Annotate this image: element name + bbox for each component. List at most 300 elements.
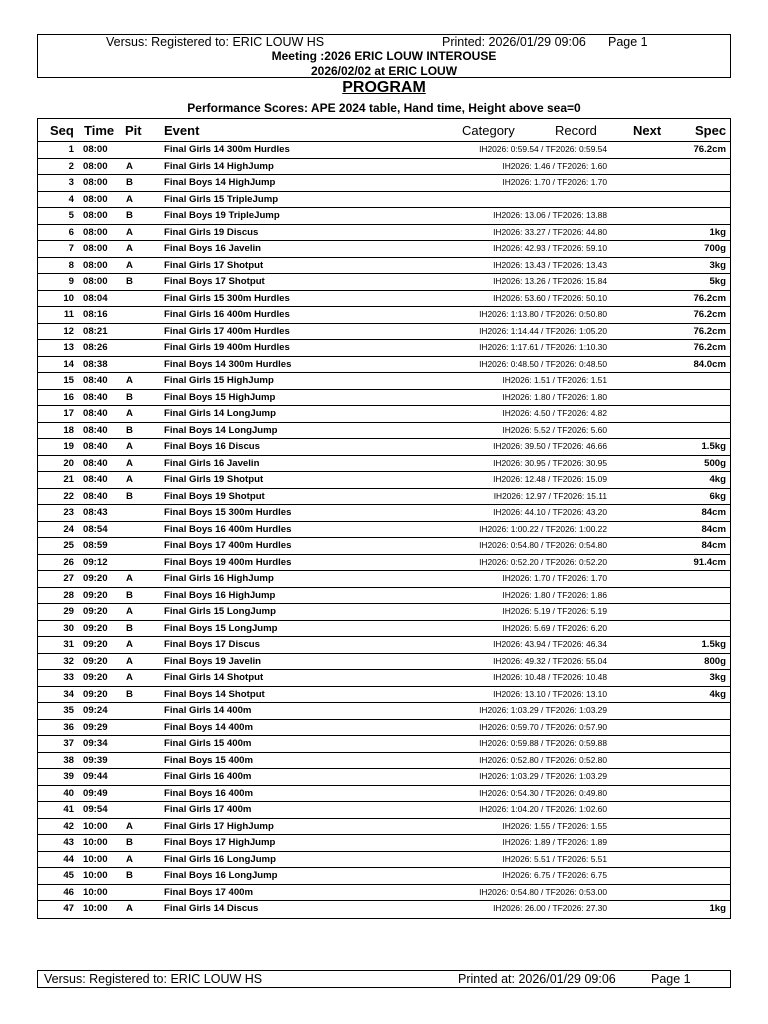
cell-event: Final Boys 14 400m	[164, 721, 254, 733]
table-row	[38, 521, 730, 538]
cell-record: IH2026: 1:00.22 / TF2026: 1:00.22	[479, 523, 607, 534]
cell-event: Final Girls 16 LongJump	[164, 853, 276, 865]
table-row	[38, 455, 730, 472]
cell-spec: 1.5kg	[701, 639, 726, 650]
cell-event: Final Girls 14 300m Hurdles	[164, 144, 290, 155]
cell-seq: 20	[63, 457, 74, 469]
table-row	[38, 818, 730, 835]
cell-record: IH2026: 1:03.29 / TF2026: 1:03.29	[479, 771, 607, 781]
cell-time: 08:40	[83, 391, 108, 403]
cell-seq: 33	[63, 672, 74, 683]
cell-record: IH2026: 1.80 / TF2026: 1.86	[502, 589, 607, 600]
cell-record: IH2026: 6.75 / TF2026: 6.75	[502, 870, 607, 880]
cell-seq: 11	[63, 309, 74, 320]
cell-pit: B	[126, 837, 133, 848]
cell-seq: 14	[63, 358, 74, 370]
cell-time: 08:00	[83, 210, 108, 221]
page-title-text: PROGRAM	[342, 79, 426, 96]
table-row	[38, 290, 730, 307]
cell-event: Final Girls 16 400m	[164, 771, 252, 782]
cell-record: IH2026: 1:03.29 / TF2026: 1:03.29	[479, 705, 607, 715]
cell-pit: A	[126, 160, 133, 172]
cell-record: IH2026: 1:14.44 / TF2026: 1:05.20	[479, 325, 607, 336]
cell-time: 08:40	[83, 424, 108, 436]
cell-time: 08:40	[83, 474, 108, 485]
table-row	[38, 768, 730, 785]
cell-event: Final Girls 17 Shotput	[164, 259, 264, 271]
cell-event: Final Girls 15 300m Hurdles	[164, 292, 290, 304]
cell-pit: B	[126, 589, 133, 601]
cell-pit: A	[126, 639, 133, 650]
header-printed: Printed: 2026/01/29 09:06	[442, 35, 586, 49]
table-row	[38, 537, 730, 554]
cell-time: 10:00	[83, 837, 108, 848]
table-row	[38, 174, 730, 191]
table-row	[38, 240, 730, 257]
cell-seq: 26	[63, 556, 74, 568]
cell-event: Final Boys 17 Discus	[164, 639, 260, 650]
cell-record: IH2026: 0:59.54 / TF2026: 0:59.54	[479, 144, 607, 154]
cell-pit: A	[126, 606, 133, 617]
cell-time: 08:38	[83, 358, 108, 370]
cell-seq: 8	[68, 259, 74, 271]
cell-event: Final Girls 19 400m Hurdles	[164, 342, 290, 353]
cell-pit: B	[126, 276, 133, 287]
table-row	[38, 636, 730, 653]
cell-seq: 2	[68, 160, 74, 172]
cell-event: Final Girls 17 400m	[164, 804, 252, 815]
cell-record: IH2026: 5.51 / TF2026: 5.51	[502, 853, 607, 864]
cell-event: Final Boys 16 LongJump	[164, 870, 278, 881]
col-next: Next	[633, 123, 662, 138]
cell-seq: 4	[68, 193, 74, 205]
cell-seq: 7	[68, 243, 74, 254]
cell-time: 10:00	[83, 903, 108, 914]
cell-seq: 17	[63, 408, 74, 419]
cell-time: 08:40	[83, 457, 108, 469]
cell-spec: 3kg	[709, 672, 726, 683]
cell-seq: 36	[63, 721, 74, 733]
table-row	[38, 801, 730, 818]
cell-event: Final Girls 15 HighJump	[164, 375, 274, 386]
cell-seq: 12	[63, 325, 74, 337]
cell-time: 08:00	[83, 193, 108, 205]
cell-seq: 28	[63, 589, 74, 601]
cell-event: Final Boys 15 LongJump	[164, 622, 278, 634]
cell-record: IH2026: 43.94 / TF2026: 46.34	[493, 639, 607, 649]
cell-record: IH2026: 1.51 / TF2026: 1.51	[502, 375, 607, 385]
cell-pit: B	[126, 424, 133, 436]
cell-record: IH2026: 1.46 / TF2026: 1.60	[502, 160, 607, 171]
cell-event: Final Boys 15 HighJump	[164, 391, 276, 403]
cell-record: IH2026: 5.19 / TF2026: 5.19	[502, 606, 607, 616]
cell-event: Final Boys 16 Discus	[164, 441, 260, 452]
table-row	[38, 356, 730, 373]
cell-record: IH2026: 44.10 / TF2026: 43.20	[493, 507, 607, 517]
cell-event: Final Boys 15 400m	[164, 754, 254, 766]
table-row	[38, 306, 730, 323]
cell-event: Final Girls 15 400m	[164, 738, 252, 749]
cell-record: IH2026: 1.70 / TF2026: 1.70	[502, 177, 607, 187]
table-row	[38, 653, 730, 670]
cell-record: IH2026: 0:54.80 / TF2026: 0:54.80	[479, 540, 607, 550]
col-spec: Spec	[695, 123, 727, 138]
cell-time: 08:21	[83, 325, 108, 337]
cell-seq: 29	[63, 606, 74, 617]
cell-time: 09:39	[83, 754, 108, 766]
cell-time: 09:20	[83, 688, 108, 700]
cell-event: Final Boys 17 400m Hurdles	[164, 540, 292, 551]
table-row	[38, 141, 730, 158]
cell-event: Final Girls 17 400m Hurdles	[164, 325, 290, 337]
col-time: Time	[84, 123, 115, 138]
table-row	[38, 504, 730, 521]
table-row	[38, 587, 730, 604]
cell-spec: 1.5kg	[701, 441, 726, 452]
cell-seq: 47	[63, 903, 74, 914]
cell-time: 09:29	[83, 721, 108, 733]
cell-seq: 38	[63, 754, 74, 766]
table-row	[38, 554, 730, 571]
cell-event: Final Girls 15 TripleJump	[164, 193, 279, 205]
cell-spec: 76.2cm	[693, 144, 726, 155]
cell-event: Final Girls 16 400m Hurdles	[164, 309, 290, 320]
cell-spec: 6kg	[709, 490, 726, 502]
cell-pit: B	[126, 870, 133, 881]
cell-record: IH2026: 1.70 / TF2026: 1.70	[502, 573, 607, 583]
cell-seq: 46	[63, 886, 74, 898]
cell-time: 08:43	[83, 507, 108, 518]
cell-spec: 84cm	[701, 540, 726, 551]
cell-event: Final Boys 17 Shotput	[164, 276, 265, 287]
cell-pit: A	[126, 655, 133, 667]
cell-pit: A	[126, 573, 133, 584]
cell-record: IH2026: 0:59.88 / TF2026: 0:59.88	[479, 738, 607, 748]
cell-event: Final Boys 16 Javelin	[164, 243, 262, 254]
cell-pit: A	[126, 408, 133, 419]
cell-record: IH2026: 1:17.61 / TF2026: 1:10.30	[479, 342, 607, 352]
cell-spec: 1kg	[709, 226, 726, 238]
table-row	[38, 158, 730, 175]
cell-pit: A	[126, 193, 133, 205]
cell-spec: 5kg	[709, 276, 726, 287]
cell-event: Final Boys 17 HighJump	[164, 837, 276, 848]
cell-spec: 84cm	[701, 523, 726, 535]
cell-record: IH2026: 49.32 / TF2026: 55.04	[493, 655, 607, 666]
cell-seq: 3	[68, 177, 74, 188]
cell-record: IH2026: 33.27 / TF2026: 44.80	[493, 226, 607, 237]
cell-seq: 41	[63, 804, 74, 815]
cell-pit: A	[126, 375, 133, 386]
cell-record: IH2026: 5.69 / TF2026: 6.20	[502, 622, 607, 633]
col-event: Event	[164, 123, 200, 138]
cell-seq: 16	[63, 391, 74, 403]
cell-time: 09:54	[83, 804, 108, 815]
cell-pit: A	[126, 441, 133, 452]
cell-seq: 42	[63, 820, 74, 832]
cell-seq: 10	[63, 292, 74, 304]
cell-time: 08:04	[83, 292, 108, 304]
table-row	[38, 752, 730, 769]
cell-record: IH2026: 1.80 / TF2026: 1.80	[502, 391, 607, 402]
cell-time: 08:00	[83, 144, 108, 155]
cell-seq: 25	[63, 540, 74, 551]
cell-event: Final Boys 16 HighJump	[164, 589, 276, 601]
table-row	[38, 686, 730, 703]
cell-spec: 4kg	[709, 688, 726, 700]
table-row	[38, 851, 730, 868]
cell-seq: 22	[63, 490, 74, 502]
cell-record: IH2026: 1.89 / TF2026: 1.89	[502, 837, 607, 847]
page-footer	[37, 970, 731, 988]
header-info-line	[38, 35, 730, 49]
cell-seq: 30	[63, 622, 74, 634]
cell-time: 09:24	[83, 705, 108, 716]
cell-spec: 700g	[704, 243, 726, 254]
cell-time: 09:44	[83, 771, 108, 782]
cell-seq: 45	[63, 870, 74, 881]
cell-spec: 84cm	[701, 507, 726, 518]
cell-record: IH2026: 13.10 / TF2026: 13.10	[493, 688, 607, 699]
cell-record: IH2026: 12.97 / TF2026: 15.11	[493, 490, 607, 501]
cell-seq: 37	[63, 738, 74, 749]
cell-event: Final Boys 15 300m Hurdles	[164, 507, 292, 518]
cell-pit: A	[126, 259, 133, 271]
cell-event: Final Girls 19 Discus	[164, 226, 259, 238]
cell-time: 08:40	[83, 408, 108, 419]
table-body	[38, 141, 730, 917]
cell-record: IH2026: 12.48 / TF2026: 15.09	[493, 474, 607, 484]
meeting-name: Meeting :2026 ERIC LOUW INTEROUSE	[271, 49, 497, 63]
table-row	[38, 389, 730, 406]
table-row	[38, 702, 730, 719]
cell-event: Final Girls 14 LongJump	[164, 408, 276, 419]
cell-record: IH2026: 0:52.80 / TF2026: 0:52.80	[479, 754, 607, 765]
footer-registered: Versus: Registered to: ERIC LOUW HS	[44, 972, 263, 986]
cell-event: Final Girls 19 Shotput	[164, 474, 264, 485]
footer-printed: Printed at: 2026/01/29 09:06	[458, 972, 616, 986]
cell-event: Final Boys 16 400m Hurdles	[164, 523, 292, 535]
cell-pit: B	[126, 490, 133, 502]
table-row	[38, 372, 730, 389]
page-title	[0, 79, 768, 97]
cell-record: IH2026: 42.93 / TF2026: 59.10	[493, 243, 607, 253]
cell-event: Final Girls 16 Javelin	[164, 457, 260, 469]
cell-event: Final Girls 14 HighJump	[164, 160, 274, 172]
cell-seq: 44	[63, 853, 74, 865]
cell-time: 09:20	[83, 606, 108, 617]
cell-seq: 15	[63, 375, 74, 386]
cell-time: 08:00	[83, 177, 108, 188]
cell-time: 08:59	[83, 540, 108, 551]
table-row	[38, 867, 730, 884]
cell-event: Final Boys 14 LongJump	[164, 424, 278, 436]
table-row	[38, 785, 730, 802]
col-category: Category	[462, 123, 515, 138]
cell-record: IH2026: 5.52 / TF2026: 5.60	[502, 424, 607, 435]
cell-pit: B	[126, 391, 133, 403]
cell-time: 08:00	[83, 226, 108, 238]
cell-spec: 500g	[704, 457, 726, 469]
cell-event: Final Girls 15 LongJump	[164, 606, 276, 617]
cell-record: IH2026: 1.55 / TF2026: 1.55	[502, 820, 607, 831]
cell-record: IH2026: 39.50 / TF2026: 46.66	[493, 441, 607, 451]
table-row	[38, 438, 730, 455]
cell-record: IH2026: 0:54.80 / TF2026: 0:53.00	[479, 886, 607, 897]
cell-time: 08:40	[83, 375, 108, 386]
cell-event: Final Boys 17 400m	[164, 886, 254, 898]
cell-record: IH2026: 13.06 / TF2026: 13.88	[493, 210, 607, 220]
cell-record: IH2026: 0:52.20 / TF2026: 0:52.20	[479, 556, 607, 567]
cell-record: IH2026: 10.48 / TF2026: 10.48	[493, 672, 607, 682]
cell-time: 10:00	[83, 820, 108, 832]
cell-seq: 24	[63, 523, 74, 535]
page-header	[37, 34, 731, 78]
header-registered: Versus: Registered to: ERIC LOUW HS	[106, 35, 325, 49]
table-row	[38, 669, 730, 686]
cell-seq: 27	[63, 573, 74, 584]
cell-seq: 40	[63, 787, 74, 799]
cell-time: 09:34	[83, 738, 108, 749]
program-table	[37, 118, 731, 919]
cell-seq: 9	[68, 276, 74, 287]
cell-spec: 4kg	[709, 474, 726, 485]
cell-time: 08:00	[83, 259, 108, 271]
table-row	[38, 471, 730, 488]
cell-seq: 31	[63, 639, 74, 650]
footer-page: Page 1	[651, 972, 691, 986]
table-row	[38, 224, 730, 241]
table-row	[38, 719, 730, 736]
cell-time: 09:20	[83, 589, 108, 601]
cell-seq: 34	[63, 688, 74, 700]
cell-time: 09:20	[83, 573, 108, 584]
table-row	[38, 323, 730, 340]
cell-pit: B	[126, 177, 133, 188]
cell-pit: B	[126, 210, 133, 221]
cell-spec: 3kg	[709, 259, 726, 271]
cell-seq: 43	[63, 837, 74, 848]
cell-spec: 76.2cm	[693, 309, 726, 320]
table-row	[38, 339, 730, 356]
cell-time: 09:20	[83, 622, 108, 634]
table-row	[38, 207, 730, 224]
table-row	[38, 620, 730, 637]
table-row	[38, 603, 730, 620]
cell-time: 10:00	[83, 853, 108, 865]
cell-spec: 76.2cm	[693, 292, 726, 304]
col-seq: Seq	[50, 123, 74, 138]
cell-seq: 5	[68, 210, 74, 221]
cell-spec: 76.2cm	[693, 325, 726, 337]
cell-pit: A	[126, 226, 133, 238]
cell-record: IH2026: 13.26 / TF2026: 15.84	[493, 276, 607, 286]
cell-pit: A	[126, 243, 133, 254]
cell-time: 08:00	[83, 160, 108, 172]
cell-pit: B	[126, 622, 133, 634]
cell-record: IH2026: 0:54.30 / TF2026: 0:49.80	[479, 787, 607, 798]
cell-time: 08:54	[83, 523, 108, 535]
cell-time: 10:00	[83, 886, 108, 898]
cell-seq: 19	[63, 441, 74, 452]
cell-record: IH2026: 1:13.80 / TF2026: 0:50.80	[479, 309, 607, 319]
cell-spec: 84.0cm	[693, 358, 726, 370]
cell-seq: 39	[63, 771, 74, 782]
cell-pit: A	[126, 672, 133, 683]
cell-pit: A	[126, 903, 133, 914]
cell-pit: B	[126, 688, 133, 700]
table-row	[38, 191, 730, 208]
cell-record: IH2026: 4.50 / TF2026: 4.82	[502, 408, 607, 418]
cell-seq: 1	[68, 144, 74, 155]
cell-seq: 32	[63, 655, 74, 667]
table-header	[38, 119, 730, 141]
cell-record: IH2026: 13.43 / TF2026: 13.43	[493, 259, 607, 270]
table-row	[38, 735, 730, 752]
cell-time: 08:00	[83, 243, 108, 254]
cell-event: Final Girls 16 HighJump	[164, 573, 274, 584]
cell-record: IH2026: 0:59.70 / TF2026: 0:57.90	[479, 721, 607, 732]
cell-event: Final Boys 14 300m Hurdles	[164, 358, 292, 370]
performance-scores: Performance Scores: APE 2024 table, Hand time, Height above sea=0	[187, 101, 581, 115]
cell-event: Final Girls 17 HighJump	[164, 820, 274, 832]
table-row	[38, 900, 730, 917]
cell-seq: 23	[63, 507, 74, 518]
cell-time: 08:40	[83, 441, 108, 452]
cell-event: Final Boys 19 400m Hurdles	[164, 556, 292, 568]
cell-seq: 35	[63, 705, 74, 716]
cell-record: IH2026: 53.60 / TF2026: 50.10	[493, 292, 607, 303]
cell-record: IH2026: 26.00 / TF2026: 27.30	[493, 903, 607, 913]
cell-spec: 91.4cm	[693, 556, 726, 568]
cell-time: 09:20	[83, 639, 108, 650]
cell-time: 08:26	[83, 342, 108, 353]
cell-event: Final Boys 14 Shotput	[164, 688, 265, 700]
cell-time: 08:16	[83, 309, 108, 320]
cell-event: Final Boys 19 Javelin	[164, 655, 262, 667]
table-row	[38, 257, 730, 274]
cell-time: 08:00	[83, 276, 108, 287]
cell-record: IH2026: 1:04.20 / TF2026: 1:02.60	[479, 804, 607, 814]
cell-event: Final Boys 14 HighJump	[164, 177, 276, 188]
cell-record: IH2026: 0:48.50 / TF2026: 0:48.50	[479, 358, 607, 369]
cell-record: IH2026: 30.95 / TF2026: 30.95	[493, 457, 607, 468]
cell-seq: 18	[63, 424, 74, 436]
table-row	[38, 422, 730, 439]
cell-seq: 21	[63, 474, 74, 485]
cell-event: Final Girls 14 Shotput	[164, 672, 264, 683]
cell-seq: 6	[68, 226, 74, 238]
table-row	[38, 488, 730, 505]
table-row	[38, 273, 730, 290]
meeting-date-venue: 2026/02/02 at ERIC LOUW	[310, 64, 458, 78]
cell-pit: A	[126, 474, 133, 485]
cell-event: Final Girls 14 400m	[164, 705, 252, 716]
table-row	[38, 405, 730, 422]
header-page: Page 1	[608, 35, 648, 49]
cell-time: 09:20	[83, 672, 108, 683]
cell-spec: 1kg	[709, 903, 726, 914]
cell-event: Final Boys 19 Shotput	[164, 490, 265, 502]
cell-spec: 76.2cm	[693, 342, 726, 353]
cell-time: 10:00	[83, 870, 108, 881]
cell-spec: 800g	[704, 655, 726, 667]
cell-seq: 13	[63, 342, 74, 353]
cell-pit: A	[126, 820, 133, 832]
col-record: Record	[555, 123, 597, 138]
cell-time: 08:40	[83, 490, 108, 502]
cell-event: Final Boys 16 400m	[164, 787, 254, 799]
